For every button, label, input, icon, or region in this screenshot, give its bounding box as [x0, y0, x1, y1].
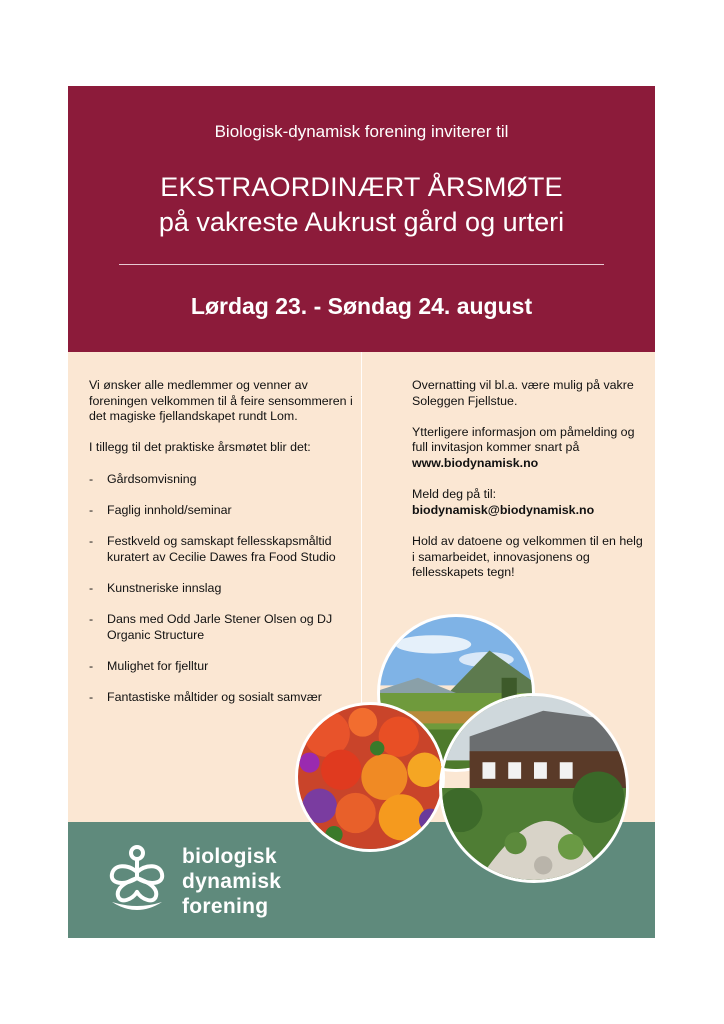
poster	[68, 86, 655, 938]
title-line-2: på vakreste Aukrust gård og urteri	[158, 207, 565, 237]
closing-text: Hold av datoene og velkommen til en helg i samarbeidet, innovasjonens og fellesskapets tegn!	[412, 533, 643, 580]
signup-text: Meld deg på til: biodynamisk@biodynamisk.no	[412, 487, 595, 517]
flowers-photo	[295, 702, 445, 852]
list-item: - Kunstneriske innslag	[89, 580, 222, 595]
welcome-paragraph: Vi ønsker alle medlemmer og venner av foreningen velkommen til å feire sensommeren i det magiske fjellandskapet rundt Lom.	[89, 378, 353, 424]
list-item: - Dans med Odd Jarle Stener Olsen og DJ Organic Structure	[89, 611, 333, 642]
header-rule	[119, 264, 604, 265]
program-list	[89, 472, 354, 706]
info-text: Ytterligere informasjon om påmelding og full invitasjon kommer snart på www.biodynamisk.no	[412, 424, 635, 470]
website-link[interactable]: www.biodynamisk.no	[412, 455, 539, 470]
email-link[interactable]: biodynamisk@biodynamisk.no	[412, 502, 595, 517]
program-intro: I tillegg til det praktiske årsmøtet blir det:	[89, 440, 311, 455]
intro-line: Biologisk-dynamisk forening inviterer til	[214, 122, 509, 141]
tree-logo-icon	[106, 842, 168, 923]
header-banner	[68, 86, 655, 352]
list-item: - Fantastiske måltider og sosialt samvær	[89, 689, 322, 704]
list-item: - Festkveld og samskapt fellesskapsmåltid kuratert av Cecilie Dawes fra Food Studio	[89, 533, 336, 564]
farmhouse-photo	[439, 693, 629, 883]
left-column	[89, 378, 354, 721]
list-item: - Gårdsomvisning	[89, 471, 197, 486]
right-column	[412, 378, 647, 596]
event-date: Lørdag 23. - Søndag 24. august	[190, 293, 533, 319]
lodging-text: Overnatting vil bl.a. være mulig på vakre Soleggen Fjellstue.	[412, 378, 634, 408]
logo-wordmark: biologisk dynamisk forening	[182, 845, 282, 918]
list-item: - Faglig innhold/seminar	[89, 502, 232, 517]
title-line-1: EKSTRAORDINÆRT ÅRSMØTE	[160, 172, 563, 202]
list-item: - Mulighet for fjelltur	[89, 658, 209, 673]
